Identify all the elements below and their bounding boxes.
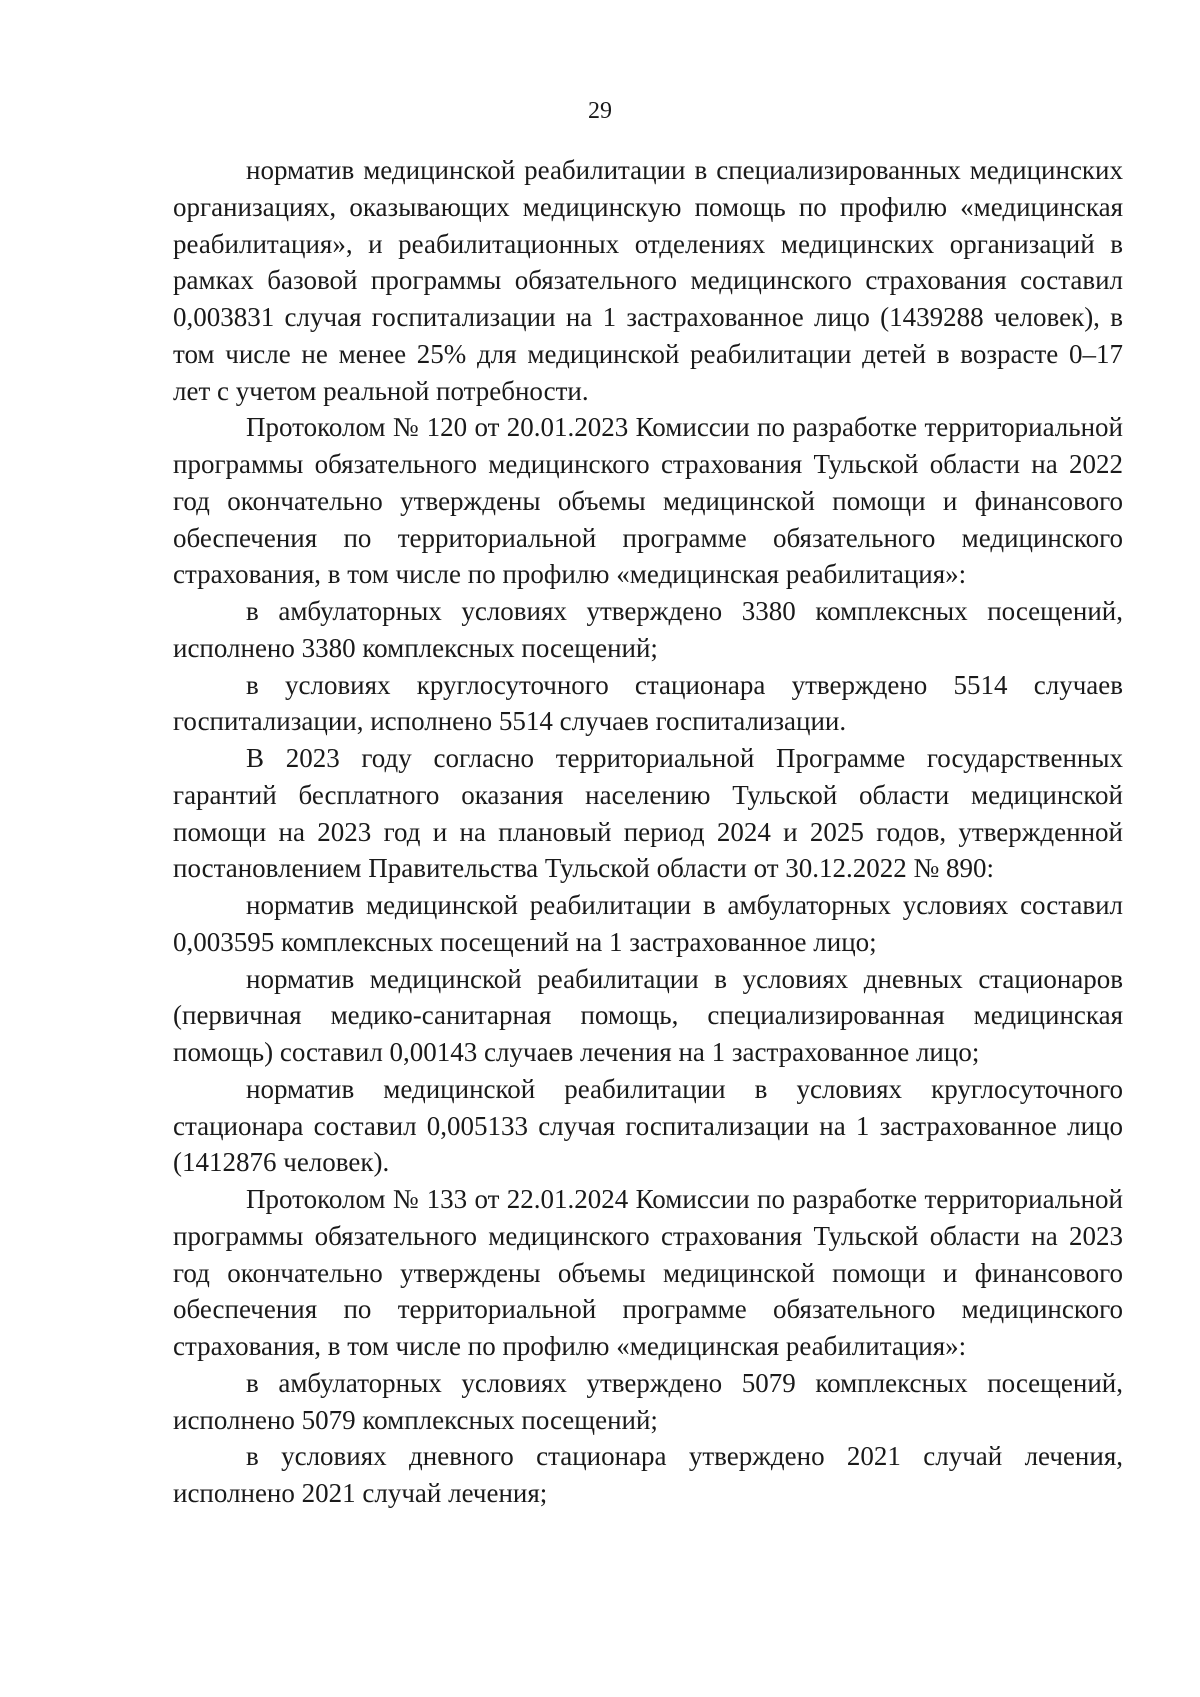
paragraph: Протоколом № 120 от 20.01.2023 Комиссии по разработке территориальной программы обязательного медицинского страхования Тульской области на 2022 год окончательно утверждены объемы медицинской помощи и финансового обеспечения по территориальной программе обязательного медицинского страхования, в том числе по профилю «медицинская реабилитация»: — [173, 412, 1123, 590]
paragraph: норматив медицинской реабилитации в условиях круглосуточного стационара составил 0,005133 случая госпитализации на 1 застрахованное лицо (1412876 человек). — [173, 1073, 1123, 1178]
document-body — [173, 152, 1123, 1512]
page-number: 29 — [588, 98, 612, 124]
paragraph: норматив медицинской реабилитации в условиях дневных стационаров (первичная медико-санитарная помощь, специализированная медицинская помощь) составил 0,00143 случаев лечения на 1 застрахованное лицо; — [173, 963, 1123, 1067]
paragraph: В 2023 году согласно территориальной Программе государственных гарантий бесплатного оказания населению Тульской области медицинской помощи на 2023 год и на плановый период 2024 и 2025 годов, утвержденной постановлением Правительства Тульской области от 30.12.2022 № 890: — [173, 743, 1123, 884]
paragraph: в условиях дневного стационара утверждено 2021 случай лечения, исполнено 2021 случай лечения; — [173, 1441, 1123, 1508]
paragraph: в амбулаторных условиях утверждено 5079 комплексных посещений, исполнено 5079 комплексных посещений; — [173, 1367, 1123, 1435]
paragraph: норматив медицинской реабилитации в специализированных медицинских организациях, оказывающих медицинскую помощь по профилю «медицинская реабилитация», и реабилитационных отделениях медицинских организаций в рамках базовой программы обязательного медицинского страхования составил 0,003831 случая госпитализации на 1 застрахованное лицо (1439288 человек), в том числе не менее 25% для медицинской реабилитации детей в возрасте 0–17 лет с учетом реальной потребности. — [173, 155, 1123, 406]
paragraph: в условиях круглосуточного стационара утверждено 5514 случаев госпитализации, исполнено 5514 случаев госпитализации. — [173, 669, 1123, 737]
paragraph: в амбулаторных условиях утверждено 3380 комплексных посещений, исполнено 3380 комплексных посещений; — [173, 596, 1123, 663]
paragraph: Протоколом № 133 от 22.01.2024 Комиссии по разработке территориальной программы обязательного медицинского страхования Тульской области на 2023 год окончательно утверждены объемы медицинской помощи и финансового обеспечения по территориальной программе обязательного медицинского страхования, в том числе по профилю «медицинская реабилитация»: — [173, 1184, 1123, 1361]
paragraph: норматив медицинской реабилитации в амбулаторных условиях составил 0,003595 комплексных посещений на 1 застрахованное лицо; — [173, 890, 1123, 957]
